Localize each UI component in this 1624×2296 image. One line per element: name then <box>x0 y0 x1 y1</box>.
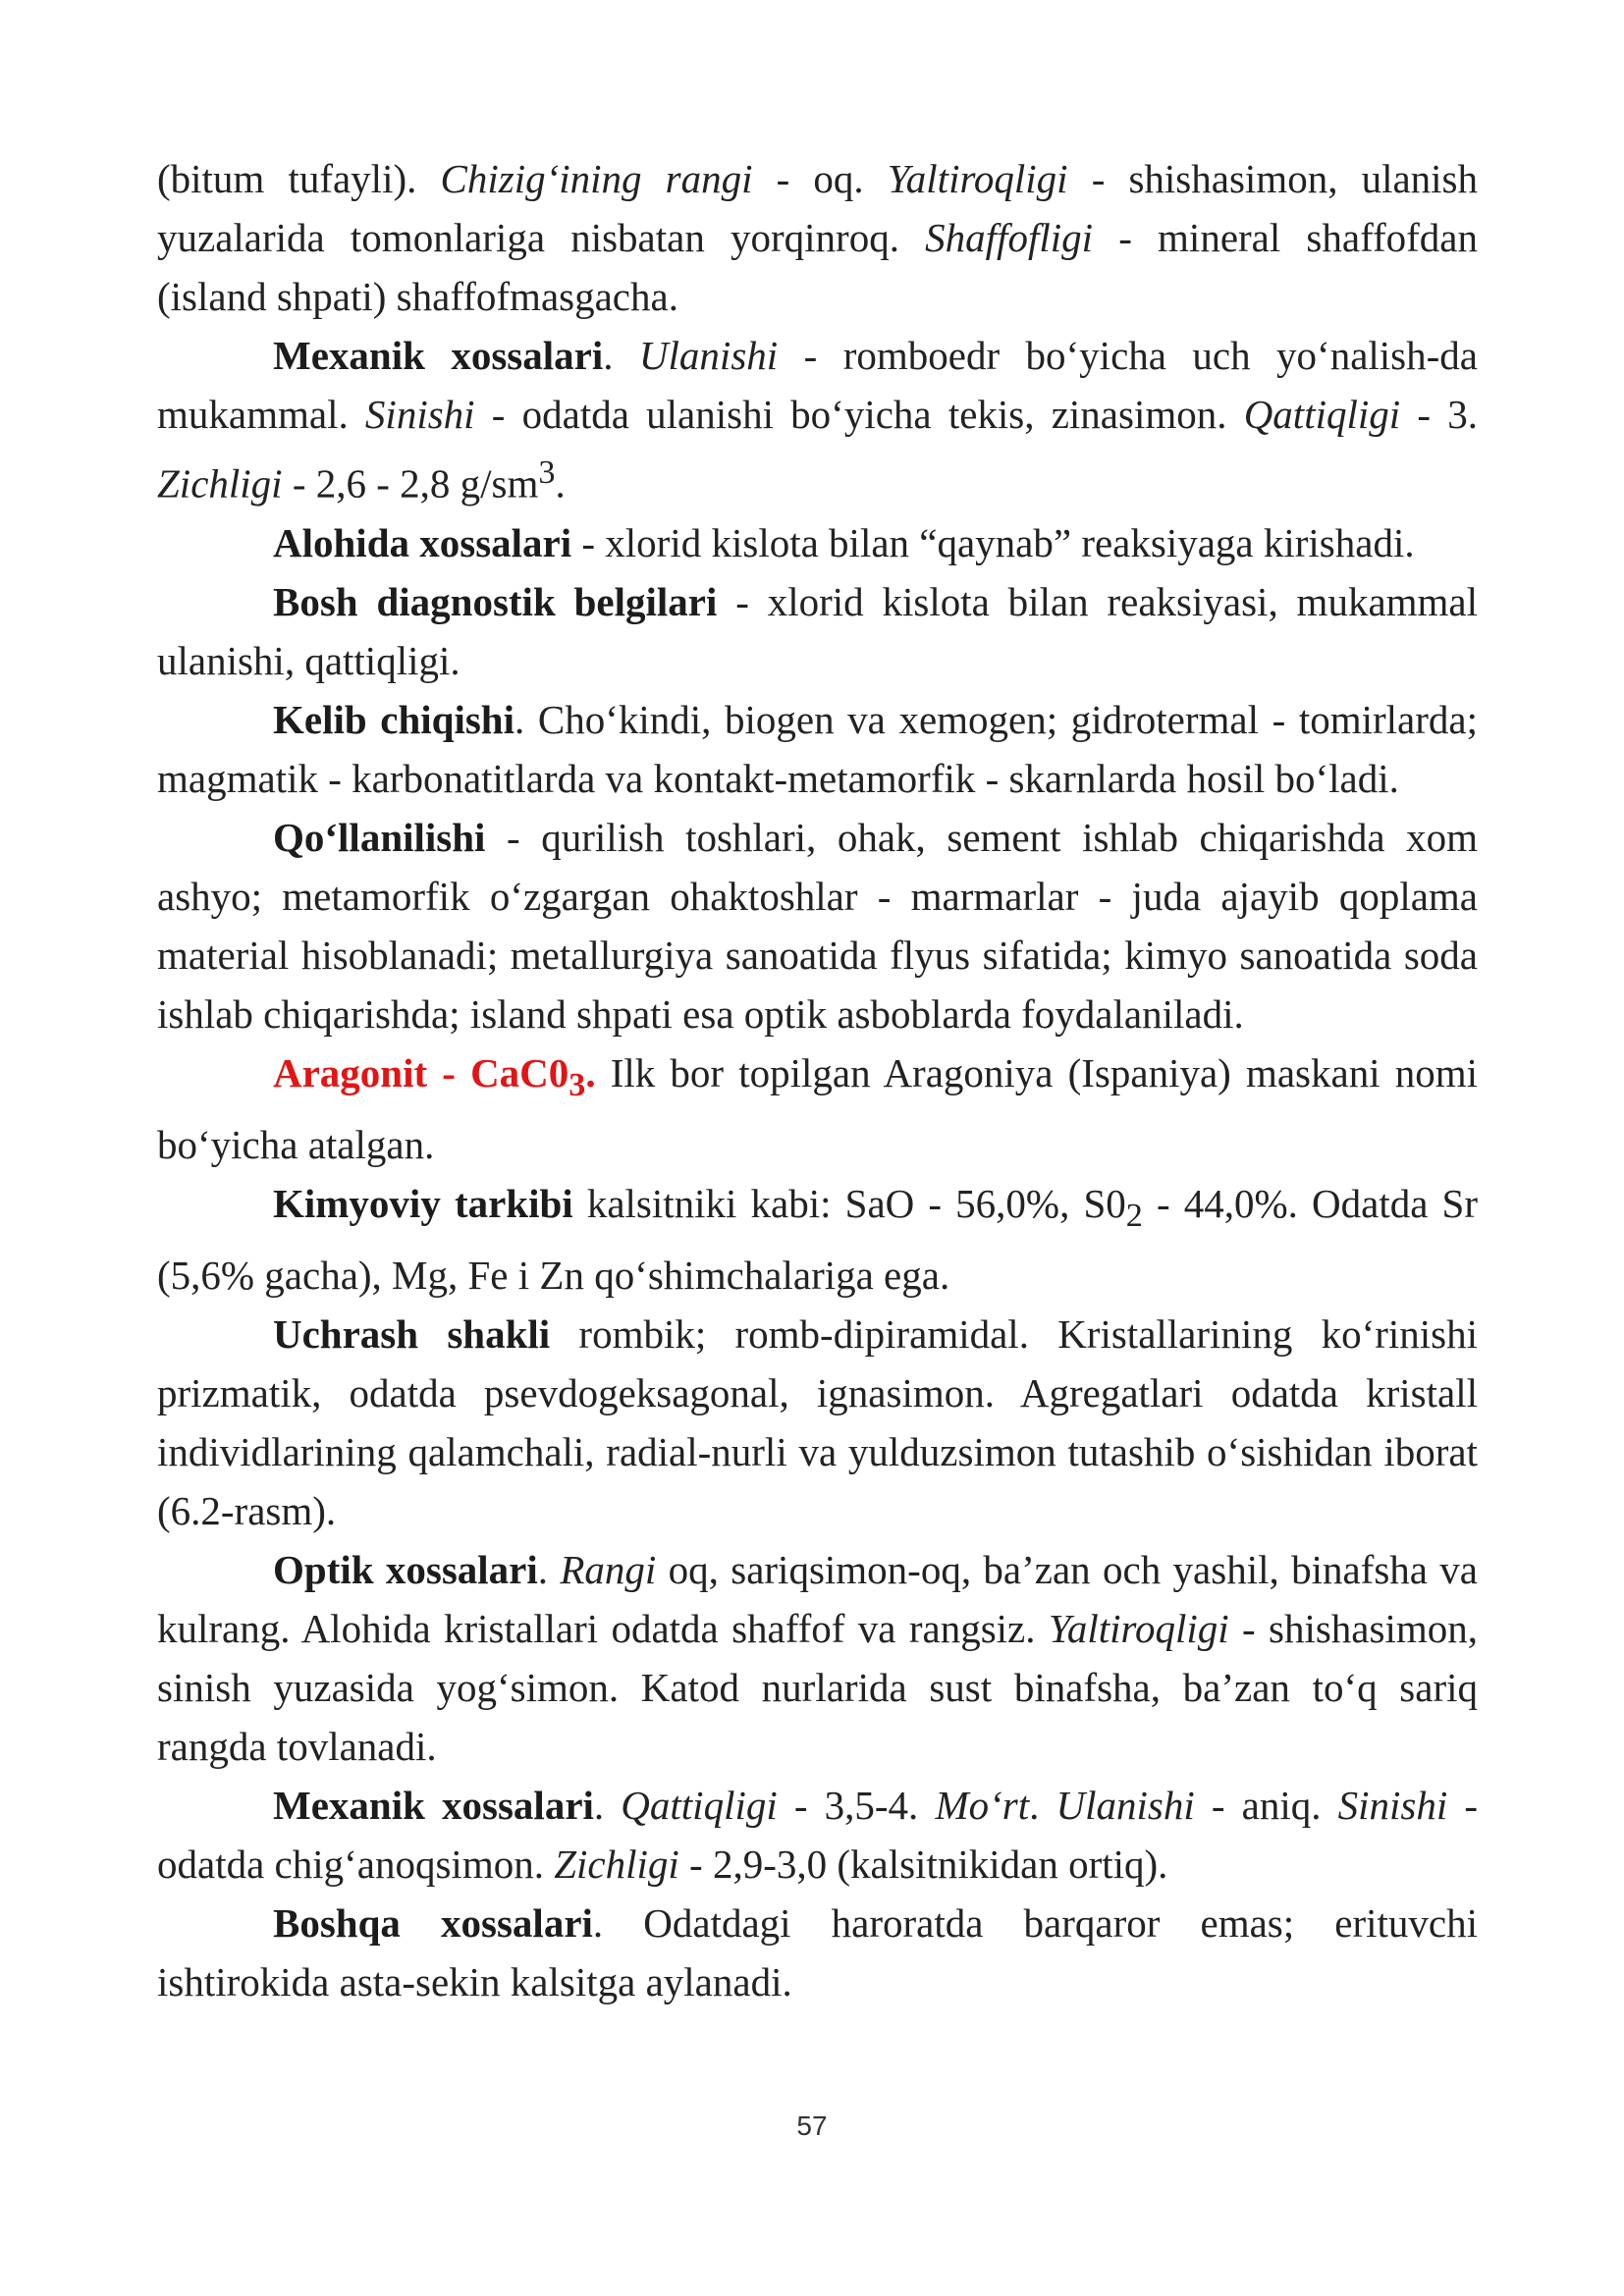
heading-usage: Qo‘llanilishi <box>273 814 486 860</box>
text: - aniq. <box>1194 1783 1338 1829</box>
heading-mechanical-properties: Mexanik xossalari <box>273 1783 594 1829</box>
heading-occurrence-form: Uchrash shakli <box>273 1311 551 1358</box>
text: - 3. <box>1400 392 1478 437</box>
text: . <box>603 333 639 378</box>
paragraph-optical-properties <box>157 1540 1478 1776</box>
term-cleavage: Ulanishi <box>638 333 779 378</box>
text: . Odatdagi haroratda barqaror emas; erituvchi ishtirokida asta-sekin kalsitga aylanadi. <box>157 1900 1478 2005</box>
subscript: 2 <box>1125 1198 1143 1235</box>
term-streak-color: Chizig‘ining rangi <box>440 156 753 201</box>
term-transparency: Shaffofligi <box>925 215 1094 260</box>
text: - romboedr bo‘yicha uch yo‘nalish-da mukammal. <box>157 333 1478 437</box>
text: . <box>593 1783 622 1829</box>
heading-mechanical-properties: Mexanik xossalari <box>273 333 604 378</box>
text: . <box>555 460 566 507</box>
term-fracture: Sinishi <box>364 392 475 437</box>
heading-diagnostic-features: Bosh diagnostik belgilari <box>273 578 718 624</box>
text: - shishasimon, sinish yuzasida yog‘simon. Katod nurlarida sust binafsha, ba’zan to‘q sariq rangda tovlanadi. <box>157 1606 1478 1770</box>
text: - oq. <box>752 156 888 201</box>
text: Ilk bor topilgan Aragoniya (Ispaniya) maskani nomi bo‘yicha atalgan. <box>157 1049 1478 1167</box>
text: . <box>537 1547 561 1593</box>
paragraph-other-properties <box>157 1894 1478 2011</box>
paragraph-special-properties <box>157 513 1478 572</box>
text: - 2,9-3,0 (kalsitnikidan ortiq). <box>678 1842 1168 1888</box>
term-luster: Yaltiroqligi <box>1048 1606 1229 1652</box>
text: kalsitniki kabi: SaO - 56,0%, S0 <box>572 1180 1126 1226</box>
paragraph-occurrence-form <box>157 1305 1478 1540</box>
superscript: 3 <box>538 454 556 491</box>
term-color: Rangi <box>560 1547 657 1593</box>
paragraph-chemical-composition <box>157 1174 1478 1305</box>
term-fracture: Sinishi <box>1337 1783 1448 1829</box>
text: - odatda chig‘anoqsimon. <box>157 1783 1478 1888</box>
text: - xlorid kislota bilan “qaynab” reaksiyaga kirishadi. <box>571 519 1415 565</box>
text: - shishasimon, ulanish yuzalarida tomonlariga nisbatan yorqinroq. <box>157 156 1479 260</box>
heading-chemical-composition: Kimyoviy tarkibi <box>273 1180 573 1226</box>
term-density: Zichligi <box>157 460 283 507</box>
heading-origin: Kelib chiqishi <box>273 696 515 742</box>
text: - 3,5-4. <box>777 1783 936 1829</box>
term-density: Zichligi <box>554 1842 679 1888</box>
text: . <box>1029 1783 1056 1829</box>
paragraph-aragonite-title <box>157 1043 1478 1174</box>
text: - qurilish toshlari, ohak, sement ishlab chiqarishda xom ashyo; metamorfik o‘zgargan ohaktoshlar - marmarlar - juda ajayib qoplama material hisoblanadi; metallurgiya sanoatida flyus sifatida; kimyo sanoatida soda ishlab chiqarishda; island shpati esa optik asboblarda foydalaniladi. <box>157 814 1478 1037</box>
mineral-name: Aragonit - CaC0 <box>273 1049 569 1095</box>
term-hardness: Qattiqligi <box>621 1783 778 1829</box>
page-body <box>157 149 1478 2011</box>
text: . <box>585 1049 596 1095</box>
paragraph-mechanical-properties-aragonite <box>157 1776 1478 1894</box>
heading-optical-properties: Optik xossalari <box>273 1547 538 1593</box>
text: (bitum tufayli). <box>157 156 441 201</box>
text: - 2,6 - 2,8 g/sm <box>282 460 539 507</box>
heading-aragonite <box>273 1049 596 1103</box>
page-number: 57 <box>796 2110 828 2141</box>
paragraph-usage <box>157 808 1478 1043</box>
term-brittle: Mo‘rt <box>935 1783 1030 1829</box>
paragraph-origin <box>157 690 1478 808</box>
paragraph-mechanical-properties <box>157 326 1478 513</box>
text: - xlorid kislota bilan reaksiyasi, mukammal ulanishi, qattiqligi. <box>157 578 1479 683</box>
text: . Cho‘kindi, biogen va xemogen; gidrotermal - tomirlarda; magmatik - karbonatitlarda va kontakt-metamorfik - skarnlarda hosil bo‘ladi. <box>157 696 1478 801</box>
term-hardness: Qattiqligi <box>1243 392 1401 437</box>
text: oq, sariqsimon-oq, ba’zan och yashil, binafsha va kulrang. Alohida kristallari odatda shaffof va rangsiz. <box>157 1547 1479 1652</box>
heading-special-properties: Alohida xossalari <box>273 519 572 565</box>
text: rombik; romb-dipiramidal. Kristallarining ko‘rinishi prizmatik, odatda psevdogeksagonal, ignasimon. Agregatlari odatda kristall individlarining qalamchali, radial-nurli va yulduzsimon tutashib o‘sishidan iborat (6.2-rasm). <box>157 1311 1478 1534</box>
text: - 44,0%. Odatda Sr (5,6% gacha), Mg, Fe i Zn qo‘shimchalariga ega. <box>157 1180 1478 1299</box>
paragraph-calcite-optical-cont <box>157 149 1478 326</box>
term-cleavage: Ulanishi <box>1056 1783 1195 1829</box>
term-luster: Yaltiroqligi <box>887 156 1068 201</box>
paragraph-diagnostic-features <box>157 572 1478 690</box>
subscript: 3 <box>568 1066 586 1103</box>
heading-other-properties: Boshqa xossalari <box>273 1900 593 1947</box>
text: - mineral shaffofdan (island shpati) shaffofmasgacha. <box>157 215 1479 319</box>
text: - odatda ulanishi bo‘yicha tekis, zinasimon. <box>474 392 1244 437</box>
